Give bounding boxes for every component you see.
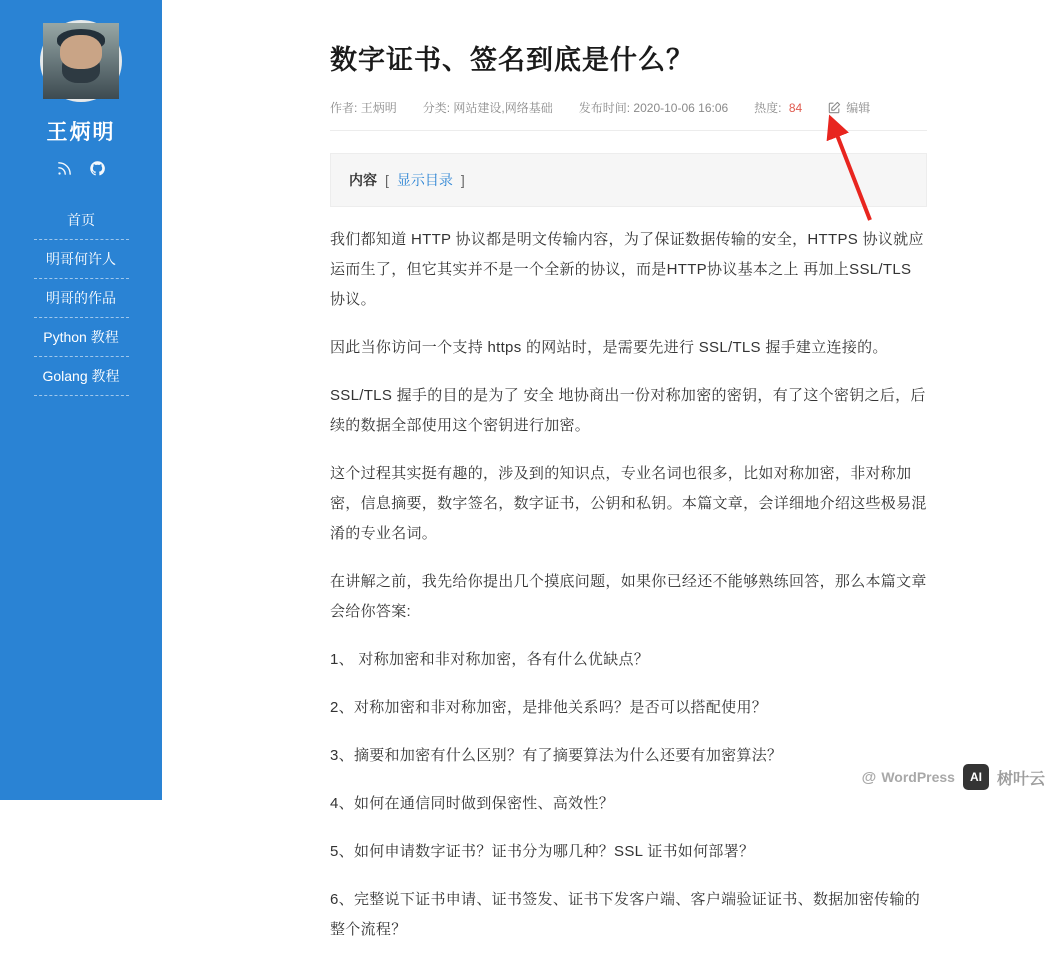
meta-category: [423, 99, 553, 116]
edit-button[interactable]: [828, 99, 870, 116]
watermark-brand-label: WordPress: [881, 769, 955, 785]
meta-hot-label: 热度:: [754, 101, 782, 115]
github-icon[interactable]: [89, 160, 106, 177]
toc-toggle-link[interactable]: 显示目录: [396, 172, 453, 188]
paragraph: 3、摘要和加密有什么区别？有了摘要算法为什么还要有加密算法？: [330, 747, 783, 764]
paragraph: 5、如何申请数字证书？证书分为哪几种？SSL 证书如何部署？: [330, 843, 755, 860]
meta-author-label: 作者:: [330, 101, 358, 115]
article: [162, 0, 1057, 965]
avatar: [40, 20, 122, 102]
meta-published: [579, 99, 728, 116]
meta-category-value[interactable]: 网站建设,网络基础: [453, 101, 553, 115]
toc-bracket-open: [: [385, 172, 389, 188]
paragraph: 在讲解之前，我先给你提出几个摸底问题，如果你已经还不能够熟练回答，那么本篇文章会给你答案:: [330, 573, 927, 620]
watermark: [862, 764, 1045, 790]
sidebar-item-works[interactable]: 明哥的作品: [34, 279, 129, 318]
site-title: 王炳明: [46, 121, 116, 144]
paragraph: 这个过程其实挺有趣的，涉及到的知识点，专业名词也很多，比如对称加密，非对称加密，信息摘要，数字签名，数字证书，公钥和私钥。本篇文章，会详细地介绍这些极易混淆的专业名词。: [330, 465, 927, 542]
pencil-icon: [828, 101, 841, 114]
ai-badge-icon: AI: [963, 764, 989, 790]
edit-label: 编辑: [846, 101, 871, 115]
avatar-image: [43, 23, 119, 99]
sidebar-nav: [0, 201, 162, 396]
paragraph: 因此当你访问一个支持 https 的网站时，是需要先进行 SSL/TLS 握手建立连接的。: [330, 339, 888, 356]
toc-bracket-close: ]: [460, 172, 465, 188]
paragraph: 6、完整说下证书申请、证书签发、证书下发客户端、客户端验证证书、数据加密传输的整个流程？: [330, 891, 921, 938]
meta-author-value: 王炳明: [360, 101, 397, 115]
article-meta: [330, 99, 927, 131]
main-content: [162, 0, 1057, 938]
paragraph: 1、 对称加密和非对称加密，各有什么优缺点？: [330, 651, 650, 668]
sidebar-item-about[interactable]: 明哥何许人: [34, 240, 129, 279]
meta-hot: [754, 99, 802, 116]
meta-category-label: 分类:: [422, 101, 451, 115]
article-body: [330, 225, 927, 945]
paragraph: 2、对称加密和非对称加密，是排他关系吗？是否可以搭配使用？: [330, 699, 768, 716]
toc-box: [330, 153, 927, 207]
social-links: [56, 160, 106, 177]
watermark-suffix: 树叶云: [996, 770, 1045, 788]
paragraph: SSL/TLS 握手的目的是为了 安全 地协商出一份对称加密的密钥，有了这个密钥之后，后续的数据全部使用这个密钥进行加密。: [330, 387, 926, 434]
toc-title: 内容: [349, 172, 377, 188]
sidebar: [0, 0, 162, 800]
paragraph: 我们都知道 HTTP 协议都是明文传输内容，为了保证数据传输的安全，HTTPS 协议就应运而生了，但它其实并不是一个全新的协议，而是HTTP协议基本之上 再加上SSL/TLS 协议。: [330, 231, 924, 308]
rss-icon[interactable]: [56, 160, 73, 177]
page-title: 数字证书、签名到底是什么？: [330, 45, 694, 75]
meta-hot-value: 84: [788, 101, 803, 115]
sidebar-item-python-tutorial[interactable]: Python 教程: [34, 318, 129, 357]
sidebar-item-golang-tutorial[interactable]: Golang 教程: [34, 357, 129, 396]
paragraph: 4、如何在通信同时做到保密性、高效性？: [330, 795, 615, 812]
sidebar-item-home[interactable]: 首页: [34, 201, 129, 240]
meta-published-value: 2020-10-06 16:06: [633, 101, 729, 115]
watermark-brand: [862, 769, 955, 786]
at-icon: @: [861, 768, 877, 786]
meta-author: [330, 99, 397, 116]
meta-published-label: 发布时间:: [578, 101, 631, 115]
